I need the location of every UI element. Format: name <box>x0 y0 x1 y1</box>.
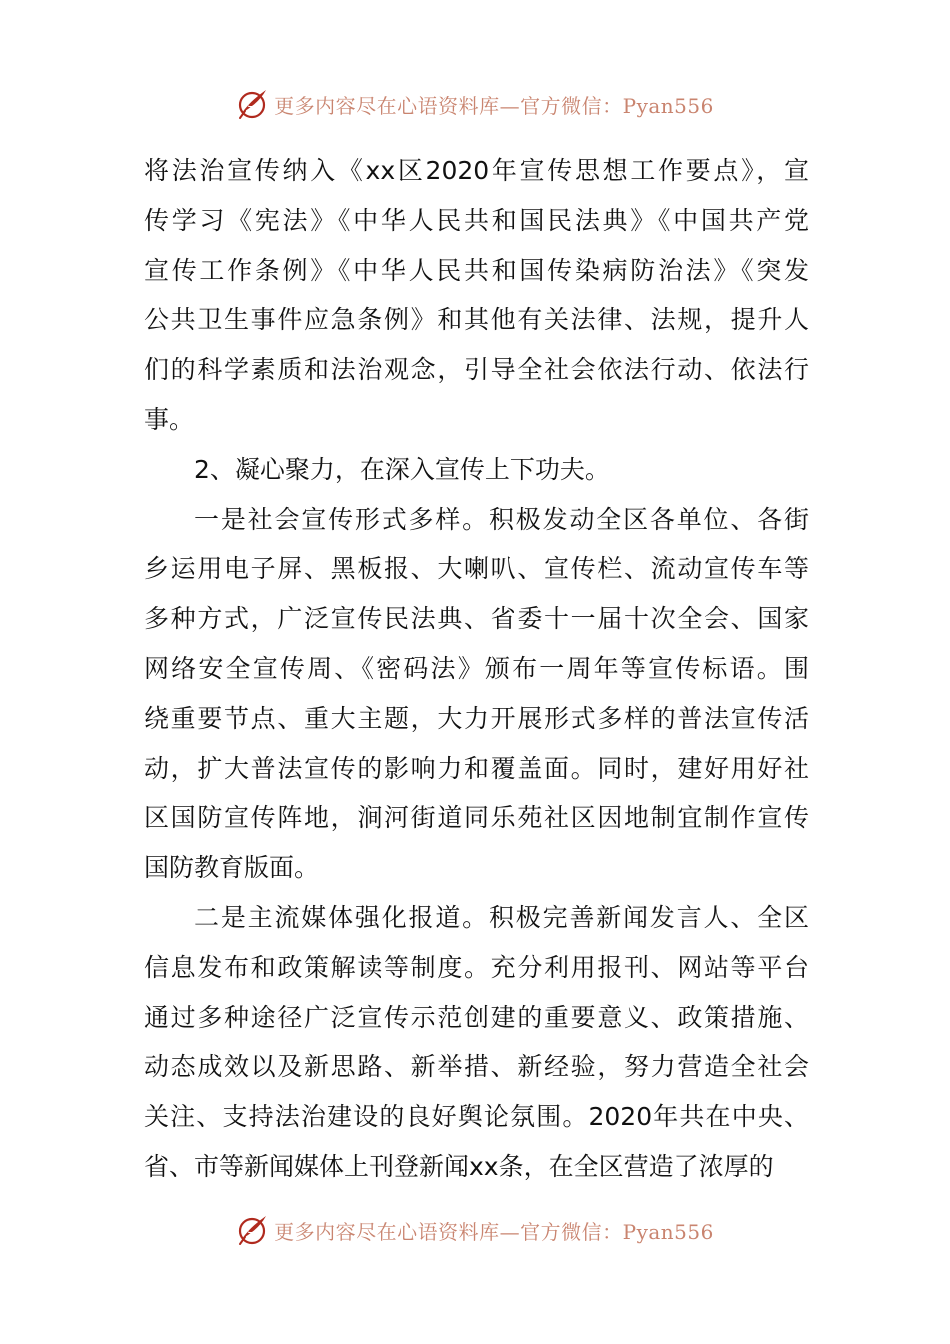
watermark-text: 更多内容尽在心语资料库—官方微信：Pyan556 <box>274 93 714 118</box>
paragraph <box>144 893 809 1192</box>
footer-watermark <box>0 1210 950 1250</box>
text-line: 动态成效以及新思路、新举措、新经验，努力营造全社会 <box>144 1052 809 1082</box>
text-line: 区国防宣传阵地，涧河街道同乐苑社区因地制宜制作宣传 <box>144 803 809 833</box>
quill-pen-seal-icon <box>236 1213 270 1247</box>
text-line: 动，扩大普法宣传的影响力和覆盖面。同时，建好用好社 <box>144 753 809 783</box>
text-line: 网络安全宣传周、《密码法》颁布一周年等宣传标语。围 <box>144 653 809 683</box>
text-line: 多种方式，广泛宣传民法典、省委十一届十次全会、国家 <box>144 604 809 634</box>
header-watermark <box>0 84 950 124</box>
text-line: 2、凝心聚力，在深入宣传上下功夫。 <box>194 454 610 484</box>
text-line: 信息发布和政策解读等制度。充分利用报刊、网站等平台 <box>144 952 809 982</box>
text-line: 一是社会宣传形式多样。积极发动全区各单位、各街 <box>194 504 809 534</box>
text-line: 国防教育版面。 <box>144 853 320 883</box>
text-line: 将法治宣传纳入《xx区2020年宣传思想工作要点》，宣 <box>144 156 809 185</box>
text-line: 关注、支持法治建设的良好舆论氛围。2020年共在中央、 <box>144 1102 809 1132</box>
text-line: 公共卫生事件应急条例》和其他有关法律、法规，提升人 <box>144 305 809 335</box>
quill-pen-seal-icon <box>236 87 270 121</box>
text-line: 通过多种途径广泛宣传示范创建的重要意义、政策措施、 <box>144 1002 809 1032</box>
paragraph <box>144 146 809 445</box>
text-line: 省、市等新闻媒体上刊登新闻xx条，在全区营造了浓厚的 <box>144 1151 774 1181</box>
text-line: 宣传工作条例》《中华人民共和国传染病防治法》《突发 <box>144 255 809 285</box>
text-line: 们的科学素质和法治观念，引导全社会依法行动、依法行 <box>144 355 809 385</box>
text-line: 绕重要节点、重大主题，大力开展形式多样的普法宣传活 <box>144 703 809 733</box>
text-line: 事。 <box>144 404 195 434</box>
text-line: 传学习《宪法》《中华人民共和国民法典》《中国共产党 <box>144 205 809 235</box>
watermark-text: 更多内容尽在心语资料库—官方微信：Pyan556 <box>274 1219 714 1244</box>
text-line: 二是主流媒体强化报道。积极完善新闻发言人、全区 <box>194 902 809 932</box>
document-body <box>144 146 809 1192</box>
paragraph <box>144 495 809 893</box>
paragraph <box>144 445 809 495</box>
text-line: 乡运用电子屏、黑板报、大喇叭、宣传栏、流动宣传车等 <box>144 554 809 584</box>
